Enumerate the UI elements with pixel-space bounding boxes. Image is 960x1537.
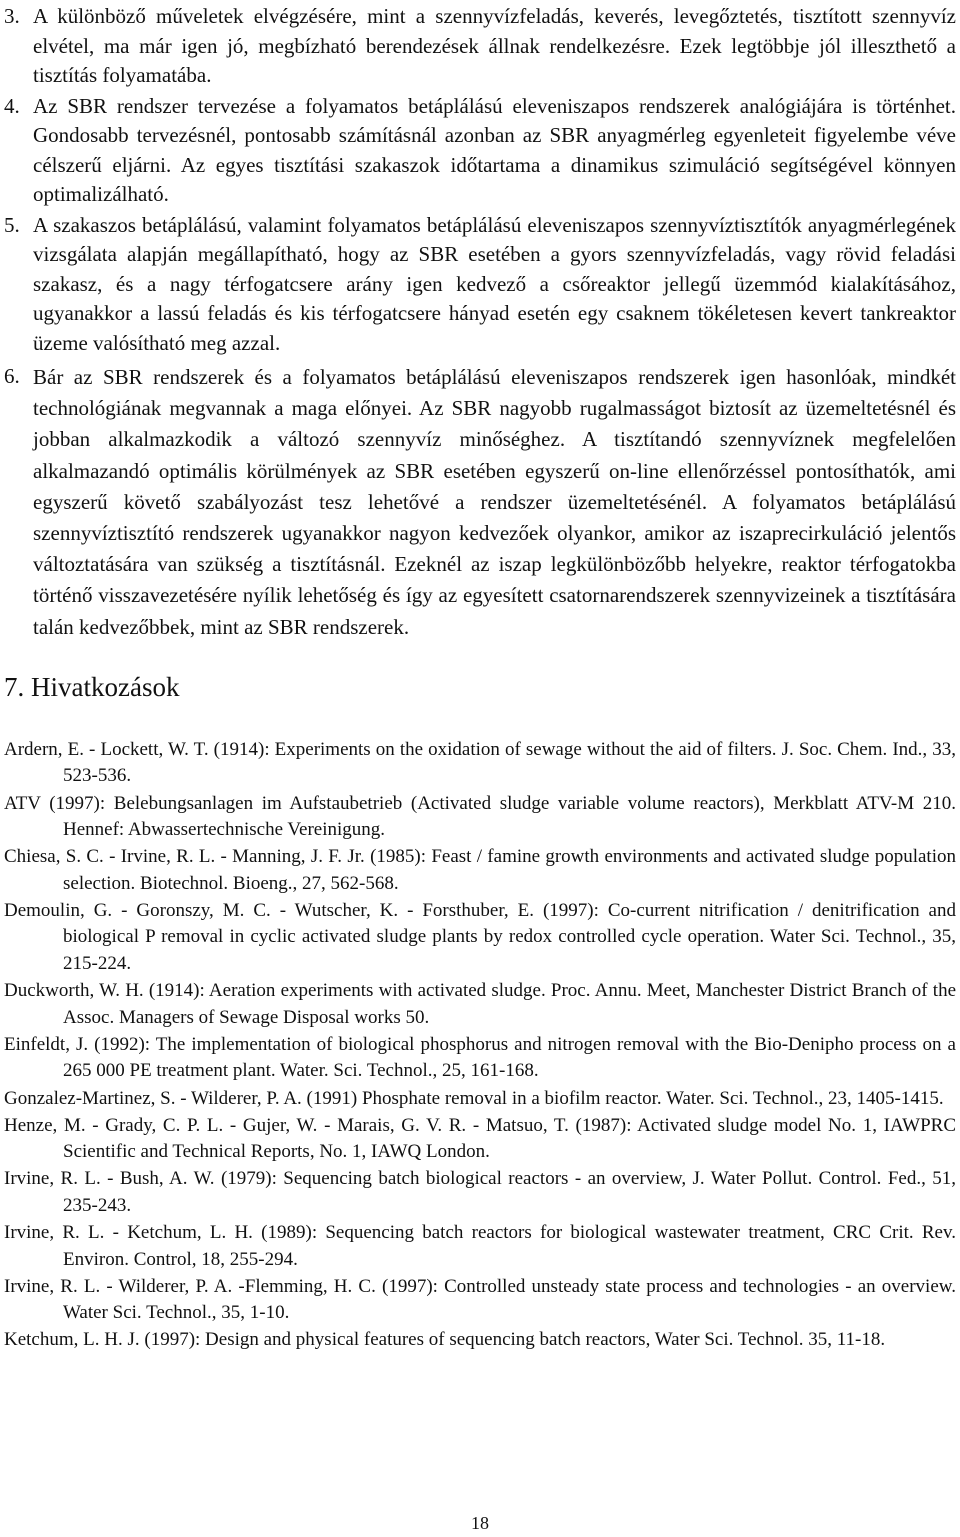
reference-item: Einfeldt, J. (1992): The implementation of biological phosphorus and nitrogen removal with the Bio-Denipho process on a 265 000 PE treatment plant. Water. Sci. Technol., 25, 161-168. xyxy=(4,1033,956,1082)
document-page xyxy=(4,0,956,1354)
list-item xyxy=(4,2,956,91)
reference-item: Irvine, R. L. - Bush, A. W. (1979): Sequencing batch biological reactors - an overview, J. Water Pollut. Control. Fed., 51, 235-243. xyxy=(4,1168,956,1216)
list-item-text: Az SBR rendszer tervezése a folyamatos betáplálású eleveniszapos rendszerek analógiájára is történhet. Gondosabb tervezésnél, pontosabb számításnál azonban az SBR anyagmérleg egyenleteit figyelembe véve célszerű eljárni. Az egyes tisztítási szakaszok időtartama a dinamikus szimuláció segítségével könnyen optimalizálható. xyxy=(33,93,956,206)
reference-item: Chiesa, S. C. - Irvine, R. L. - Manning, J. F. Jr. (1985): Feast / famine growth environments and activated sludge population selection. Biotechnol. Bioeng., 27, 562-568. xyxy=(4,846,956,894)
page-number: 18 xyxy=(471,1513,489,1533)
reference-item: ATV (1997): Belebungsanlagen im Aufstaubetrieb (Activated sludge variable volume reactors), Merkblatt ATV-M 210. Hennef: Abwassertechnische Vereinigung. xyxy=(4,792,956,841)
list-item xyxy=(4,92,956,210)
list-item-text: Bár az SBR rendszerek és a folyamatos betáplálású eleveniszapos rendszerek igen hasonlóak, mindkét technológiának megvannak a maga előnyei. Az SBR nagyobb rugalmasságot biztosít az üzemeltetésnél és jobban alkalmazkodik a változó szennyvíz minőséghez. A tisztítandó szennyvíznek megfelelően alkalmazandó optimális körülmények az SBR esetében egyszerű on-line ellenőrzéssel pontosíthatók, ami egyszerű követő szabályozást tesz lehetővé a rendszer üzemeltetésénél. A folyamatos betáplálású szennyvíztisztító rendszerek ugyanakkor nagyon kedvezőek olyankor, amikor az iszaprecirkuláció jelentős változtatására van szükség a tisztításnál. Ezeknél az iszap legkülönbözőbb helyekre, reaktor térfogatokba történő visszavezetésére nyílik lehetőség és így az egyesített csatornarendszerek szennyvizeinek a tisztítására talán kedvezőbbek, mint az SBR rendszerek. xyxy=(33,365,956,639)
reference-item: Duckworth, W. H. (1914): Aeration experiments with activated sludge. Proc. Annu. Meet, Manchester District Branch of the Assoc. Managers of Sewage Disposal works 50. xyxy=(4,980,956,1028)
list-item-text: A szakaszos betáplálású, valamint folyamatos betáplálású eleveniszapos szennyvíztisztítók anyagmérlegének vizsgálata alapján megállapítható, hogy az SBR esetében a gyors szennyvízfeladás, vagy rövid feladási szakasz, és a nagy térfogatcsere arány igen kedvező a csőreaktor jellegű üzemmód kialakításához, ugyanakkor a lassú feladás és kis térfogatcsere hányad esetén egy csaknem tökéletesen kevert tankreaktor üzeme valósítható meg azzal. xyxy=(33,212,956,355)
reference-item: Demoulin, G. - Goronszy, M. C. - Wutscher, K. - Forsthuber, E. (1997): Co-current nitrification / denitrification and biological P removal in cyclic activated sludge plants by redox controlled cycle operation. Water Sci. Technol., 35, 215-224. xyxy=(4,899,956,975)
reference-item: Henze, M. - Grady, C. P. L. - Gujer, W. - Marais, G. V. R. - Matsuo, T. (1987): Activated sludge model No. 1, IAWPRC Scientific and Technical Reports, No. 1, IAWQ London. xyxy=(4,1114,956,1163)
reference-list xyxy=(4,737,956,1354)
reference-item: Ardern, E. - Lockett, W. T. (1914): Experiments on the oxidation of sewage without the aid of filters. J. Soc. Chem. Ind., 33, 523-536. xyxy=(4,738,956,787)
list-item-text: A különböző műveletek elvégzésére, mint a szennyvízfeladás, keverés, levegőztetés, tisztított szennyvíz elvétel, ma már igen jó, megbízható berendezések állnak rendelkezésre. Ezek legtöbbje jól illeszthető a tisztítás folyamatába. xyxy=(33,4,956,87)
reference-item: Gonzalez-Martinez, S. - Wilderer, P. A. (1991) Phosphate removal in a biofilm reactor. Water. Sci. Technol., 23, 1405-1415. xyxy=(4,1087,944,1109)
list-item-number: 3. xyxy=(4,4,20,28)
list-item-number: 5. xyxy=(4,212,20,237)
list-item xyxy=(4,211,956,359)
section-heading: 7. Hivatkozások xyxy=(4,671,180,702)
reference-item: Irvine, R. L. - Ketchum, L. H. (1989): Sequencing batch reactors for biological wastewater treatment, CRC Crit. Rev. Environ. Control, 18, 255-294. xyxy=(4,1222,956,1270)
list-item-number: 4. xyxy=(4,93,20,118)
conclusions-list xyxy=(4,2,956,643)
reference-item: Ketchum, L. H. J. (1997): Design and physical features of sequencing batch reactors, Water Sci. Technol. 35, 11-18. xyxy=(4,1329,886,1351)
reference-item: Irvine, R. L. - Wilderer, P. A. -Flemming, H. C. (1997): Controlled unsteady state process and technologies - an overview. Water Sci. Technol., 35, 1-10. xyxy=(4,1275,956,1324)
list-item-number: 6. xyxy=(4,364,20,388)
list-item xyxy=(4,362,956,643)
